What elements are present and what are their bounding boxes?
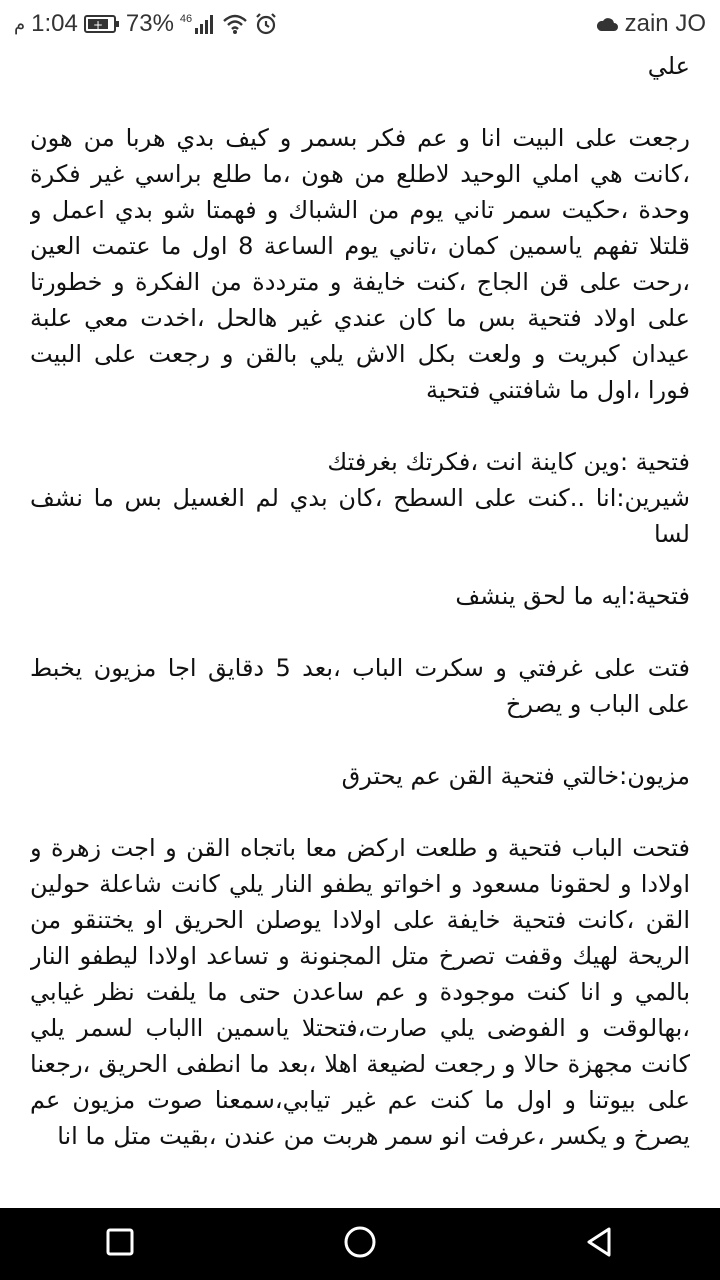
back-button[interactable]	[560, 1208, 640, 1280]
cloud-icon	[595, 15, 619, 33]
paragraph: فتحية :وين كاينة انت ،فكرتك بغرفتك	[327, 448, 690, 476]
status-time: 1:04	[31, 10, 78, 37]
alarm-icon	[254, 12, 278, 36]
paragraph-gap	[30, 408, 690, 444]
battery-percent: 73%	[125, 10, 174, 37]
home-button[interactable]	[320, 1208, 400, 1280]
navigation-bar	[0, 1208, 720, 1280]
paragraph-gap	[30, 794, 690, 830]
carrier-name: zain JO	[624, 10, 706, 37]
paragraph: شيرين:انا ..كنت على السطح ،كان بدي لم الغسيل بس ما نشف لسا	[30, 484, 690, 548]
recent-apps-button[interactable]	[80, 1208, 160, 1280]
wifi-icon	[222, 13, 248, 35]
svg-text:+: +	[92, 18, 103, 32]
paragraph: علي	[647, 52, 690, 80]
status-ampm: م	[14, 13, 26, 34]
paragraph: فتحت الباب فتحية و طلعت اركض معا باتجاه القن و اجت زهرة و اولادا و لحقونا مسعود و اخواتو يطفو النار يلي كانت شاعلة حولين القن ،كانت فتحية خايفة على اولادا يوصلن الحريق او يختنقو من الريحة لهيك وقفت تصرخ متل المجنونة و تساعد اولادا ليطفو النار بالمي و انا كنت موجودة و عم ساعدن حتى ما يلفت نظر غيابي ،بهالوقت و الفوضى يلي صارت،فتحتلا ياسمين االباب لسمر يلي كانت مجهزة حالا و رجعت لضيعة اهلا ،بعد ما انطفى الحريق ،رجعنا على بيوتنا و اول ما كنت عم غير تيابي،سمعنا صوت مزيون عم يصرخ و يكسر ،عرفت انو سمر هربت من عندن ،بقيت متل ما انا	[30, 834, 690, 1150]
status-bar	[0, 0, 720, 48]
recent-apps-icon	[104, 1226, 136, 1262]
paragraph: فتت على غرفتي و سكرت الباب ،بعد 5 دقايق اجا مزيون يخبط على الباب و يصرخ	[30, 654, 690, 718]
paragraph: مزيون:خالتي فتحية القن عم يحترق	[341, 762, 690, 790]
status-left	[14, 10, 278, 38]
network-type: 46	[179, 13, 193, 25]
paragraph-gap	[30, 552, 690, 578]
battery-icon	[84, 14, 120, 34]
home-icon	[342, 1224, 378, 1264]
paragraph-gap	[30, 722, 690, 758]
status-right	[595, 10, 706, 38]
chapter-text[interactable]	[30, 48, 690, 1208]
paragraph-gap	[30, 84, 690, 120]
back-icon	[583, 1225, 617, 1263]
paragraph-gap	[30, 614, 690, 650]
paragraph: فتحية:ايه ما لحق ينشف	[455, 582, 690, 610]
signal-icon	[180, 13, 216, 35]
paragraph: رجعت على البيت انا و عم فكر بسمر و كيف بدي هربا من هون ،كانت هي املي الوحيد لاطلع من هون ،ما طلع براسي غير فكرة وحدة ،حكيت سمر تاني يوم من الشباك و فهمتا شو بدي اعمل و قلتلا تفهم ياسمين كمان ،تاني يوم الساعة 8 اول ما عتمت العين ،رحت على قن الجاج ،كنت خايفة و مترددة من الفكرة و خطورتا على اولاد فتحية بس ما كان عندي غير هالحل ،اخدت معي علبة عيدان كبريت و ولعت بكل الاش يلي بالقن و رجعت على البيت فورا ،اول ما شافتني فتحية	[30, 124, 690, 404]
